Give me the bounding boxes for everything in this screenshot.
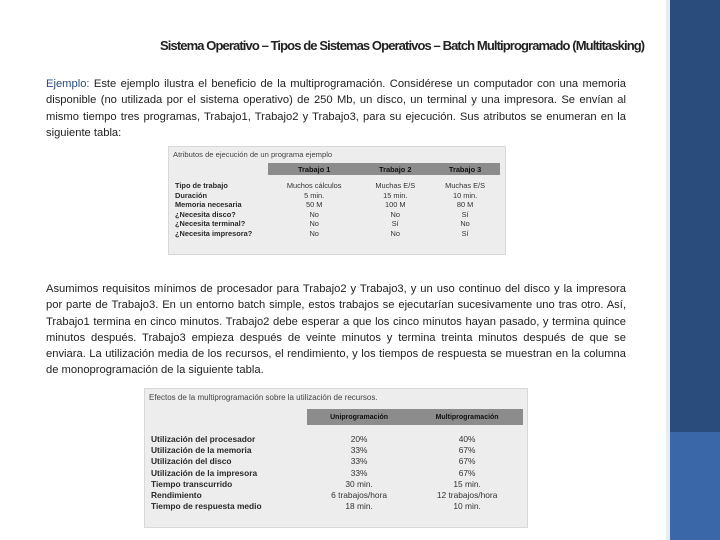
table-row <box>172 210 500 220</box>
attributes-table <box>172 163 500 238</box>
attributes-header-job2: Trabajo 2 <box>360 163 430 175</box>
row-label: Duración <box>175 190 208 200</box>
cell: No <box>390 228 400 238</box>
cell: 67% <box>458 467 476 478</box>
cell: 20% <box>350 434 368 444</box>
effects-table <box>147 409 523 512</box>
cell: No <box>390 209 400 219</box>
row-label: Memoria necesaria <box>175 200 242 209</box>
cell: Sí <box>461 209 469 219</box>
cell: 15 min. <box>383 190 408 200</box>
cell: 15 min. <box>453 478 481 489</box>
table-row <box>147 445 523 456</box>
explanation-paragraph: Asumimos requisitos mínimos de procesador para Trabajo2 y Trabajo3, y un uso continuo del disco y la impresora por parte de Trabajo3. En un entorno batch simple, estos trabajos se ejecutarían sucesivamente uno tras otro. Así, Trabajo1 termina en cinco minutos. Trabajo2 debe esperar a que los cinco minutos hayan pasado, y termina quince minutos después. Trabajo3 empieza después de veinte minutos y termina treinta minutos después de que se enviara. La utilización media de los recursos, el rendimiento, y los tiempos de respuesta se muestran en la columna de monoprogramación de la siguiente tabla. <box>46 283 626 377</box>
table-row <box>147 490 523 501</box>
table-row <box>172 191 500 201</box>
cell: 100 M <box>384 200 406 209</box>
table-row <box>147 468 523 479</box>
cell: 30 min. <box>345 478 373 489</box>
cell: Muchos cálculos <box>286 181 342 190</box>
cell: 6 trabajos/hora <box>331 490 388 501</box>
table-row <box>147 456 523 467</box>
cell: 33% <box>350 467 368 478</box>
table-row <box>172 229 500 239</box>
attributes-table-figure <box>168 146 506 255</box>
effects-table-caption: Efectos de la multiprogramación sobre la utilización de recursos. <box>149 393 378 402</box>
sidebar-accent-block <box>670 432 720 540</box>
effects-table-figure <box>144 388 528 528</box>
table-row <box>172 175 500 191</box>
cell: Sí <box>391 219 399 228</box>
table-row <box>172 200 500 210</box>
row-label: Utilización de la memoria <box>151 445 252 456</box>
cell: 33% <box>350 445 368 456</box>
row-label: Utilización del procesador <box>151 434 256 444</box>
intro-text: Este ejemplo ilustra el beneficio de la multiprogramación. Considérese un computador con una memoria disponible (no utilizada por el sistema operativo) de 250 Mb, un disco, un terminal y una impresora. Se envían al mismo tiempo tres programas, Trabajo1, Trabajo2 y Trabajo3, para su ejecución. Sus atributos se enumeran en la siguiente tabla: <box>46 78 626 139</box>
effects-header-multiprogramming: Multiprogramación <box>411 409 523 425</box>
row-label: ¿Necesita impresora? <box>175 228 253 238</box>
cell: 12 trabajos/hora <box>436 490 498 501</box>
table-row <box>172 219 500 229</box>
cell: Muchas E/S <box>375 181 416 190</box>
cell: 10 min. <box>452 190 478 200</box>
attributes-header-job3: Trabajo 3 <box>430 163 500 175</box>
cell: 50 M <box>305 200 323 209</box>
attributes-header-job1: Trabajo 1 <box>268 163 360 175</box>
cell: 5 min. <box>304 190 325 200</box>
row-label: ¿Necesita disco? <box>175 209 236 219</box>
cell: 18 min. <box>345 501 373 512</box>
effects-header-corner <box>147 409 307 425</box>
slide-title: Sistema Operativo – Tipos de Sistemas Operativos – Batch Multiprogramado (Multitasking) <box>160 38 645 53</box>
row-label: Rendimiento <box>151 490 202 501</box>
row-label: Utilización del disco <box>151 456 232 467</box>
effects-header-uniprogramming: Uniprogramación <box>307 409 411 425</box>
table-row <box>147 425 523 445</box>
cell: Muchas E/S <box>445 181 485 190</box>
example-label: Ejemplo: <box>46 78 90 90</box>
attributes-header-corner <box>172 163 268 175</box>
cell: 67% <box>458 445 476 456</box>
attributes-table-caption: Atributos de ejecución de un programa ejemplo <box>173 150 333 159</box>
cell: 33% <box>350 456 368 467</box>
cell: No <box>309 228 319 238</box>
row-label: ¿Necesita terminal? <box>175 219 246 228</box>
cell: No <box>309 219 319 228</box>
table-row <box>147 479 523 490</box>
row-label: Tiempo transcurrido <box>151 478 233 489</box>
intro-paragraph <box>46 76 626 141</box>
cell: Sí <box>461 228 469 238</box>
cell: 67% <box>458 456 476 467</box>
row-label: Tipo de trabajo <box>175 181 228 190</box>
cell: No <box>309 209 319 219</box>
cell: 10 min. <box>453 501 481 512</box>
cell: 80 M <box>456 200 474 209</box>
row-label: Tiempo de respuesta medio <box>151 501 262 512</box>
cell: 40% <box>458 434 476 444</box>
row-label: Utilización de la impresora <box>151 467 258 478</box>
cell: No <box>460 219 470 228</box>
table-row <box>147 501 523 512</box>
